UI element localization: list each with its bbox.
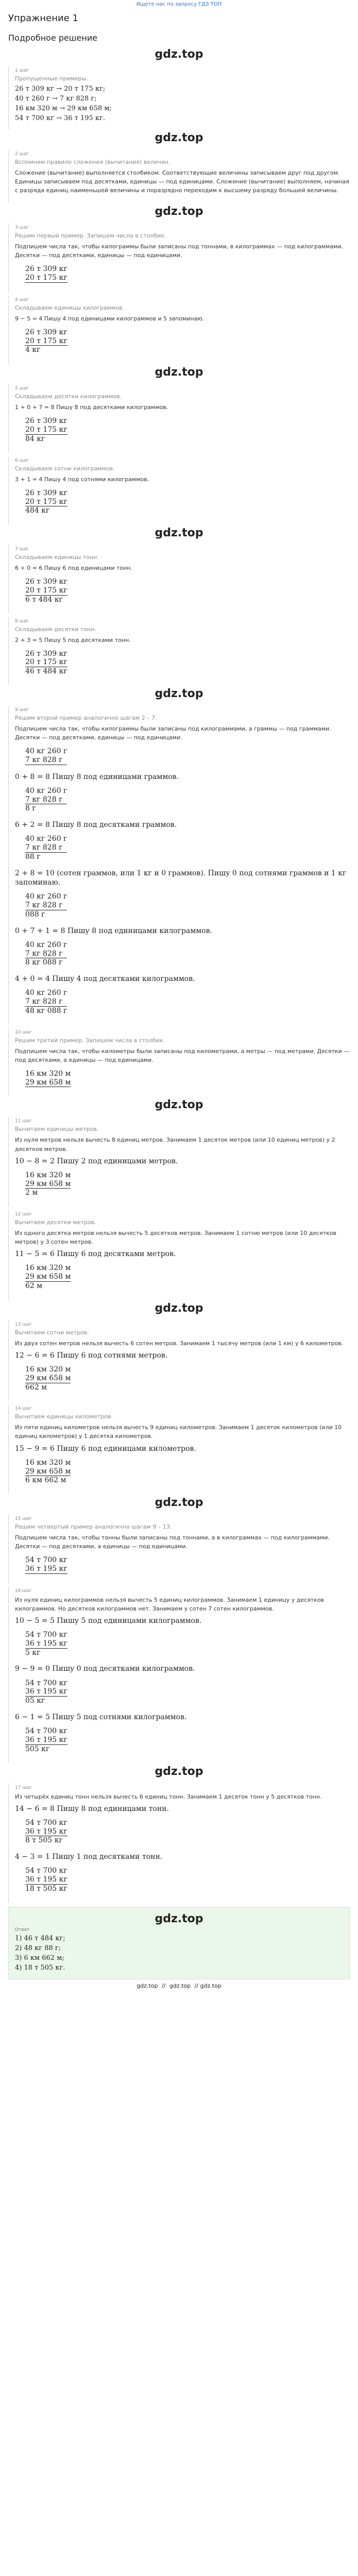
solution-step bbox=[8, 384, 350, 452]
step-caption: Вычитаем единицы метров. bbox=[15, 1126, 99, 1133]
calc-operand-1: 16 км 320 м bbox=[25, 1171, 71, 1179]
calc-operand-1: 26 т 309 кг bbox=[25, 417, 67, 426]
column-calculation bbox=[25, 1459, 71, 1485]
calc-operand-1: 40 кг 260 г bbox=[25, 747, 67, 756]
solution-step bbox=[8, 617, 350, 685]
step-caption: Складываем единицы килограммов. bbox=[15, 304, 125, 311]
calc-operand-1: 16 км 320 м bbox=[25, 1365, 71, 1374]
column-calculation bbox=[25, 1727, 67, 1753]
step-number: 13 шаг bbox=[15, 1321, 32, 1327]
calc-operand-2-row bbox=[25, 658, 67, 667]
step-number: 17 шаг bbox=[15, 1785, 32, 1790]
step-number: 4 шаг bbox=[15, 297, 29, 302]
watermark: gdz.top bbox=[155, 1098, 203, 1112]
calc-operand-2: 29 км 658 м bbox=[25, 1078, 71, 1087]
step-caption: Складываем десятки килограммов. bbox=[15, 393, 122, 400]
calc-operand-2: 29 км 658 м bbox=[25, 1467, 71, 1476]
step-caption: Вычитаем десятки метров. bbox=[15, 1219, 96, 1226]
step-text: 9 − 5 = 4 Пишу 4 под единицами килограммов и 5 запоминаю. bbox=[15, 315, 204, 322]
calc-result: 8 кг 088 г bbox=[25, 958, 63, 967]
calc-operand-2-row bbox=[25, 1827, 67, 1837]
calc-operand-2-row bbox=[25, 1565, 67, 1574]
calc-operand-2: 36 т 195 кг bbox=[25, 1736, 67, 1744]
column-calculation bbox=[25, 417, 67, 443]
calc-operand-2-row bbox=[25, 1639, 67, 1649]
calc-operand-1: 40 кг 260 г bbox=[25, 835, 67, 843]
calc-operand-2-row bbox=[25, 1180, 71, 1189]
calc-operand-2-row bbox=[25, 274, 67, 283]
column-calculation bbox=[25, 1556, 67, 1574]
column-calculation bbox=[25, 989, 67, 1015]
solution-step bbox=[8, 1514, 350, 1583]
column-calculation bbox=[25, 578, 67, 604]
answer-item: 1) 46 т 484 кг; bbox=[15, 1934, 65, 1942]
solution-step bbox=[8, 1116, 350, 1207]
step-text: Сложение (вычитание) выполняется столбиком. Соответствующие величины записываем друг под другом. Единицы записываем под десятками, единицы — под единицами. Сложение (вычитание) выполняем, начиная с разряда единиц наименьшей величины и поразрядно переходим к высшему разряду большей величины. bbox=[15, 170, 350, 194]
calc-operand-2-row bbox=[25, 1374, 71, 1383]
calc-result: 6 км 662 м bbox=[25, 1476, 66, 1485]
step-text: Подпишем числа так, чтобы килограммы были записаны под тоннами, в килограммах — под килограммами. Десятки — под десятками, единицы — под единицами. bbox=[15, 243, 343, 259]
calc-operand-2: 7 кг 828 г bbox=[25, 843, 63, 852]
calc-operand-1: 40 кг 260 г bbox=[25, 940, 67, 949]
topbar bbox=[0, 0, 358, 9]
watermark: gdz.top bbox=[155, 1912, 203, 1925]
column-calculation bbox=[25, 265, 67, 283]
calc-operand-1: 54 т 700 кг bbox=[25, 1631, 67, 1639]
calc-operand-2: 20 т 175 кг bbox=[25, 336, 67, 345]
column-calculation bbox=[25, 328, 67, 354]
step-text: Из одного десятка метров нельзя вычесть 5 десятков метров. Занимаем 1 сотню метров (или 10 десятков метров) у 3 сотен метров. bbox=[15, 1230, 337, 1246]
column-calculation bbox=[25, 892, 67, 919]
calc-result: 505 кг bbox=[25, 1744, 50, 1753]
solution-step bbox=[8, 1210, 350, 1300]
calc-operand-1: 16 км 320 м bbox=[25, 1069, 71, 1078]
step-caption: Складываем десятки тонн. bbox=[15, 625, 96, 633]
step-formula: 15 − 9 = 6 Пишу 6 под единицами километров. bbox=[15, 1444, 196, 1453]
calc-operand-2: 7 кг 828 г bbox=[25, 901, 63, 910]
solution-step bbox=[8, 1320, 350, 1401]
calc-operand-1: 54 т 700 кг bbox=[25, 1679, 67, 1687]
step-text: Из четырёх единиц тонн нельзя вычесть 6 единиц тонн. Занимаем 1 десяток тонн у 5 десятков тонн. bbox=[15, 1793, 322, 1800]
calc-result: 4 кг bbox=[25, 346, 41, 354]
calc-operand-2-row bbox=[25, 1875, 67, 1885]
calc-operand-1: 40 кг 260 г bbox=[25, 786, 67, 795]
step-caption: Складываем единицы тонн. bbox=[15, 554, 99, 561]
answer-box bbox=[8, 1907, 350, 1979]
step-text: 3 + 1 = 4 Пишу 4 под сотнями килограммов. bbox=[15, 476, 149, 483]
watermark: gdz.top bbox=[155, 205, 203, 218]
column-calculation bbox=[25, 1264, 71, 1290]
calc-operand-2: 36 т 195 кг bbox=[25, 1827, 67, 1836]
footer bbox=[0, 1979, 358, 1992]
calc-operand-2: 29 км 658 м bbox=[25, 1374, 71, 1382]
calc-operand-1: 16 км 320 м bbox=[25, 1264, 71, 1273]
calc-result: 5 кг bbox=[25, 1648, 41, 1657]
step-number: 10 шаг bbox=[15, 1029, 32, 1035]
calc-operand-1: 40 кг 260 г bbox=[25, 989, 67, 997]
calc-operand-2-row bbox=[25, 1687, 67, 1697]
calc-operand-2-row bbox=[25, 950, 67, 959]
footer-sep: // bbox=[161, 1982, 166, 1989]
step-caption: Вычитаем единицы километров. bbox=[15, 1413, 113, 1420]
calc-operand-2: 20 т 175 кг bbox=[25, 658, 67, 667]
step-formula: 11 − 5 = 6 Пишу 6 под десятками метров. bbox=[15, 1250, 176, 1259]
column-calculation bbox=[25, 1679, 67, 1705]
calc-operand-1: 26 т 309 кг bbox=[25, 649, 67, 658]
calc-operand-2: 7 кг 828 г bbox=[25, 997, 63, 1006]
step-number: 11 шаг bbox=[15, 1118, 32, 1124]
step-text: Подпишем числа так, чтобы километры были записаны под километрами, а метры — под метрами. Десятки — под десятками, а единицы — под единицами. bbox=[15, 1047, 350, 1063]
step-caption: Вспомним правило сложения (вычитания) величин. bbox=[15, 159, 171, 165]
calc-result: 48 кг 088 г bbox=[25, 1006, 67, 1015]
calc-operand-2-row bbox=[25, 795, 67, 805]
column-calculation bbox=[25, 1070, 71, 1088]
column-calculation bbox=[25, 747, 67, 765]
step-formula: 0 + 7 + 1 = 8 Пишу 8 под единицами килограммов. bbox=[15, 926, 212, 935]
step-text: Подпишем числа так, чтобы килограммы были записаны под килограммами, а граммы — под граммами. Десятки — под десятками, единицы — под единицами. bbox=[15, 725, 331, 741]
column-calculation bbox=[25, 787, 67, 813]
column-calculation bbox=[25, 1171, 71, 1197]
calc-operand-1: 26 т 309 кг bbox=[25, 488, 67, 497]
example-item: 16 км 320 м → 29 км 658 м; bbox=[15, 105, 112, 112]
answer-list bbox=[15, 1935, 343, 1972]
calc-operand-1: 16 км 320 м bbox=[25, 1458, 71, 1467]
calc-operand-2-row bbox=[25, 426, 67, 435]
calc-operand-2: 7 кг 828 г bbox=[25, 795, 63, 804]
section-subtitle: Подробное решение bbox=[8, 33, 98, 43]
answer-item: 2) 48 кг 88 г; bbox=[15, 1944, 61, 1952]
calc-operand-1: 54 т 700 кг bbox=[25, 1818, 67, 1827]
calc-operand-1: 54 т 700 кг bbox=[25, 1727, 67, 1736]
calc-operand-2: 36 т 195 кг bbox=[25, 1875, 67, 1884]
step-text: Из нуля метров нельзя вычесть 8 единиц метров. Занимаем 1 десяток метров (или 10 единиц метров) у 2 десятков метров. bbox=[15, 1137, 335, 1153]
calc-operand-1: 40 кг 260 г bbox=[25, 892, 67, 901]
column-calculation bbox=[25, 1819, 67, 1845]
calc-result: 2 м bbox=[25, 1189, 38, 1197]
calc-operand-1: 26 т 309 кг bbox=[25, 265, 67, 274]
step-formula: 14 − 6 = 8 Пишу 8 под единицами тонн. bbox=[15, 1804, 169, 1813]
watermark: gdz.top bbox=[155, 1496, 203, 1510]
solution-step bbox=[8, 456, 350, 524]
column-calculation bbox=[25, 650, 67, 676]
calc-operand-2: 36 т 195 кг bbox=[25, 1639, 67, 1648]
answer-label: Ответ bbox=[15, 1927, 30, 1933]
calc-result: 662 м bbox=[25, 1383, 47, 1392]
answer-item: 3) 6 км 662 м; bbox=[15, 1954, 64, 1962]
step-number: 6 шаг bbox=[15, 457, 29, 463]
step-number: 14 шаг bbox=[15, 1406, 32, 1412]
watermark: gdz.top bbox=[155, 131, 203, 144]
column-calculation bbox=[25, 489, 67, 515]
calc-result: 8 г bbox=[25, 804, 36, 813]
step-number: 1 шаг bbox=[15, 68, 29, 73]
step-number: 16 шаг bbox=[15, 1588, 32, 1594]
step-formula: 12 − 6 = 6 Пишу 6 под сотнями метров. bbox=[15, 1351, 168, 1360]
footer-link-2[interactable]: gdz.top bbox=[169, 1982, 191, 1989]
column-calculation bbox=[25, 941, 67, 967]
column-calculation bbox=[25, 1631, 67, 1657]
calc-operand-2-row bbox=[25, 498, 67, 507]
calc-result: 05 кг bbox=[25, 1697, 45, 1705]
calc-operand-2-row bbox=[25, 756, 67, 765]
solution-step bbox=[8, 1404, 350, 1494]
calc-operand-2-row bbox=[25, 1467, 71, 1477]
watermark: gdz.top bbox=[155, 1301, 203, 1315]
solution-step bbox=[8, 705, 350, 1025]
calc-operand-2-row bbox=[25, 337, 67, 346]
step-caption: Решим второй пример аналогично шагам 2 – 7. bbox=[15, 715, 157, 722]
step-caption: Вычитаем сотни метров. bbox=[15, 1329, 89, 1336]
calc-operand-2-row bbox=[25, 1273, 71, 1282]
calc-operand-2: 20 т 175 кг bbox=[25, 497, 67, 506]
solution-step bbox=[8, 149, 350, 203]
solution-step bbox=[8, 1783, 350, 1903]
watermark: gdz.top bbox=[155, 527, 203, 540]
solution-step bbox=[8, 1028, 350, 1097]
column-calculation bbox=[25, 1365, 71, 1392]
step-text: Из нуля единиц килограммов нельзя вычесть 5 единиц килограммов. Занимаем 1 единицу у десятков килограммов. Но десятков килограммов нет. Занимаем у сотен 7 сотен килограммов. bbox=[15, 1596, 325, 1612]
step-formula: 6 + 2 = 8 Пишу 8 под десятками граммов. bbox=[15, 821, 177, 829]
step-number: 15 шаг bbox=[15, 1516, 32, 1522]
step-formula: 9 − 9 = 0 Пишу 0 под десятками килограммов. bbox=[15, 1665, 195, 1673]
step-formula: 0 + 8 = 8 Пишу 8 под единицами граммов. bbox=[15, 772, 179, 781]
step-formula: 4 + 0 = 4 Пишу 4 под десятками килограммов. bbox=[15, 975, 195, 984]
watermark: gdz.top bbox=[155, 366, 203, 379]
step-caption: Пропущенные примеры. bbox=[15, 75, 88, 82]
step-number: 2 шаг bbox=[15, 151, 29, 157]
watermark: gdz.top bbox=[155, 48, 203, 61]
calc-operand-1: 26 т 309 кг bbox=[25, 328, 67, 336]
calc-result: 84 кг bbox=[25, 434, 45, 443]
calc-operand-2: 36 т 195 кг bbox=[25, 1565, 67, 1573]
calc-operand-2-row bbox=[25, 997, 67, 1007]
watermark: gdz.top bbox=[155, 687, 203, 701]
step-caption: Решим первый пример. Запишем числа в столбик. bbox=[15, 232, 166, 240]
example-item: 54 т 700 кг → 36 т 195 кг. bbox=[15, 114, 106, 122]
step-formula: 4 − 3 = 1 Пишу 1 под десятками тонн. bbox=[15, 1853, 163, 1861]
step-number: 9 шаг bbox=[15, 707, 29, 713]
step-text: Подпишем числа так, чтобы тонны были записаны под тоннами, а в килограммах — под килограммами. Десятки — под десятками, а единицы — под единицами. bbox=[15, 1534, 330, 1550]
solution-step bbox=[8, 545, 350, 613]
step-caption: Решим четвертый пример аналогично шагам 9 – 13. bbox=[15, 1523, 172, 1531]
step-number: 7 шаг bbox=[15, 547, 29, 552]
column-calculation bbox=[25, 1867, 67, 1893]
watermark: gdz.top bbox=[155, 1765, 203, 1778]
example-item: 26 т 309 кг → 20 т 175 кг; bbox=[15, 85, 106, 93]
page-title: Упражнение 1 bbox=[8, 13, 78, 24]
calc-operand-2-row bbox=[25, 1078, 71, 1088]
step-caption: Складываем сотни килограммов. bbox=[15, 465, 115, 472]
calc-result: 62 м bbox=[25, 1282, 43, 1291]
calc-operand-2: 7 кг 828 г bbox=[25, 949, 63, 958]
calc-operand-1: 26 т 309 кг bbox=[25, 578, 67, 586]
calc-result: 8 т 505 кг bbox=[25, 1836, 63, 1845]
step-formula: 2 + 8 = 10 (сотен граммов, или 1 кг и 0 граммов). Пишу 0 под сотнями граммов и 1 кг запоминаю. bbox=[15, 869, 347, 887]
calc-operand-2: 20 т 175 кг bbox=[25, 274, 67, 282]
step-formula: 10 − 5 = 5 Пишу 5 под единицами килограммов. bbox=[15, 1616, 202, 1625]
step-text: Из пяти единиц километров нельзя вычесть 9 единиц километров. Занимаем 1 десяток километров (или 10 единиц километров) у 1 десятка километров. bbox=[15, 1424, 342, 1440]
calc-result: 6 т 484 кг bbox=[25, 595, 63, 604]
calc-operand-2-row bbox=[25, 901, 67, 910]
example-item: 40 т 260 г → 7 кг 828 г; bbox=[15, 95, 97, 103]
step-number: 8 шаг bbox=[15, 618, 29, 624]
step-text: 1 + 0 + 7 = 8 Пишу 8 под десятками килограммов. bbox=[15, 404, 168, 411]
calc-operand-2-row bbox=[25, 586, 67, 596]
step-number: 5 шаг bbox=[15, 386, 29, 392]
footer-link-1[interactable]: gdz.top bbox=[137, 1982, 158, 1989]
step-text: 6 + 0 = 6 Пишу 6 под единицами тонн. bbox=[15, 565, 132, 572]
step-formula: 10 − 8 = 2 Пишу 2 под единицами метров. bbox=[15, 1157, 178, 1165]
calc-operand-2-row bbox=[25, 1736, 67, 1745]
solution-step bbox=[8, 66, 350, 129]
calc-operand-1: 54 т 700 кг bbox=[25, 1867, 67, 1875]
step-number: 12 шаг bbox=[15, 1212, 32, 1217]
step-caption: Решим третий пример. Запишем числа в столбик. bbox=[15, 1037, 165, 1044]
calc-operand-2: 20 т 175 кг bbox=[25, 586, 67, 595]
solution-step bbox=[8, 1586, 350, 1763]
calc-operand-2: 20 т 175 кг bbox=[25, 426, 67, 434]
calc-operand-2: 36 т 195 кг bbox=[25, 1687, 67, 1696]
calc-operand-2: 7 кг 828 г bbox=[25, 755, 63, 764]
step-number: 3 шаг bbox=[15, 225, 29, 231]
solution-step bbox=[8, 223, 350, 292]
calc-result: 88 г bbox=[25, 853, 41, 861]
calc-operand-2-row bbox=[25, 843, 67, 853]
calc-operand-2: 29 км 658 м bbox=[25, 1273, 71, 1281]
step-text: Из двух сотен метров нельзя вычесть 6 сотен метров. Занимаем 1 тысячу метров (или 1 км) у 6 километров. bbox=[15, 1340, 344, 1347]
calc-result: 088 г bbox=[25, 910, 45, 919]
column-calculation bbox=[25, 835, 67, 861]
step-formula: 6 − 1 = 5 Пишу 5 под сотнями килограммов. bbox=[15, 1713, 187, 1722]
footer-link-3[interactable]: // gdz.top bbox=[194, 1982, 221, 1989]
solution-step bbox=[8, 295, 350, 364]
calc-result: 46 т 484 кг bbox=[25, 667, 67, 676]
answer-item: 4) 18 т 505 кг. bbox=[15, 1963, 65, 1972]
calc-result: 484 кг bbox=[25, 506, 50, 515]
search-hint-link[interactable]: Ищете нас по запросу ГДЗ ТОП bbox=[136, 2, 222, 7]
steps-container bbox=[0, 46, 358, 1903]
calc-operand-2: 29 км 658 м bbox=[25, 1179, 71, 1188]
step-text: 2 + 3 = 5 Пишу 5 под десятками тонн. bbox=[15, 636, 131, 643]
calc-result: 18 т 505 кг bbox=[25, 1885, 67, 1893]
calc-operand-1: 54 т 700 кг bbox=[25, 1556, 67, 1565]
